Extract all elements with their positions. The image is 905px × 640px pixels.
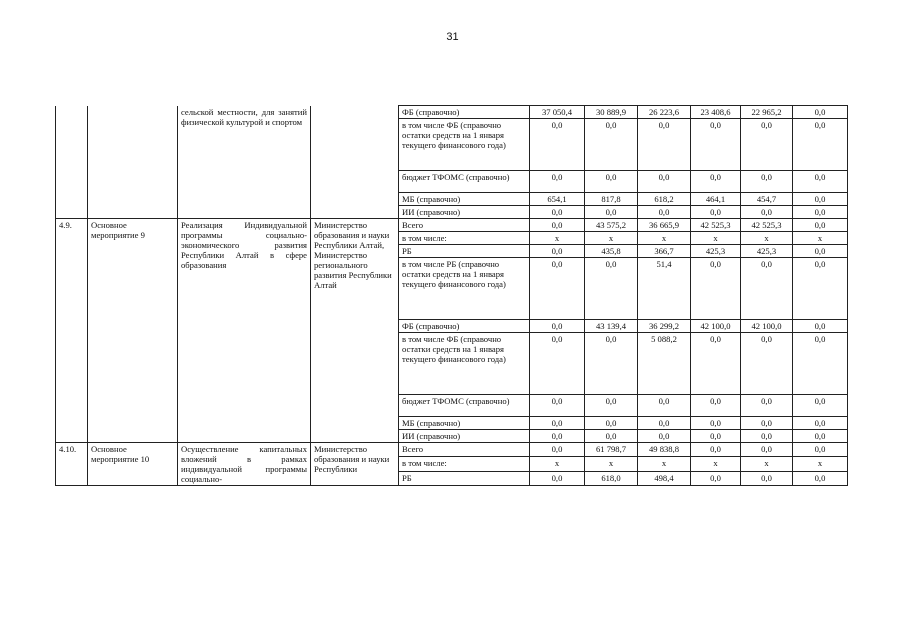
value-cell: x	[793, 232, 848, 245]
value-cell: 0,0	[530, 395, 585, 417]
table-row	[56, 219, 848, 232]
table-row	[56, 443, 848, 457]
value-cell: 0,0	[530, 333, 585, 395]
value-cell: 0,0	[793, 245, 848, 258]
value-cell: 0,0	[530, 119, 585, 171]
value-cell: 0,0	[691, 171, 741, 193]
value-cell: 43 575,2	[585, 219, 638, 232]
value-cell: x	[741, 457, 793, 471]
executor-cell: Министерство образования и науки Республики	[311, 443, 399, 486]
source-cell: ИИ (справочно)	[399, 206, 530, 219]
value-cell: 0,0	[741, 443, 793, 457]
value-cell: 42 525,3	[691, 219, 741, 232]
value-cell: 817,8	[585, 193, 638, 206]
value-cell: x	[638, 457, 691, 471]
value-cell: 0,0	[741, 430, 793, 443]
value-cell: 37 050,4	[530, 106, 585, 119]
value-cell: 435,8	[585, 245, 638, 258]
value-cell: 5 088,2	[638, 333, 691, 395]
value-cell: 0,0	[585, 395, 638, 417]
value-cell: 464,1	[691, 193, 741, 206]
type-cell: Основное мероприятие 10	[88, 443, 178, 486]
number-cell	[56, 106, 88, 219]
value-cell: 0,0	[691, 471, 741, 485]
value-cell: 0,0	[530, 443, 585, 457]
value-cell: 366,7	[638, 245, 691, 258]
value-cell: 0,0	[691, 395, 741, 417]
value-cell: 0,0	[793, 193, 848, 206]
value-cell: 36 665,9	[638, 219, 691, 232]
value-cell: 0,0	[691, 206, 741, 219]
value-cell: 0,0	[793, 206, 848, 219]
source-cell: МБ (справочно)	[399, 417, 530, 430]
value-cell: 425,3	[741, 245, 793, 258]
value-cell: 0,0	[741, 333, 793, 395]
value-cell: 0,0	[691, 333, 741, 395]
value-cell: 0,0	[793, 171, 848, 193]
source-cell: бюджет ТФОМС (справочно)	[399, 171, 530, 193]
source-cell: в том числе:	[399, 232, 530, 245]
value-cell: 23 408,6	[691, 106, 741, 119]
value-cell: 0,0	[793, 320, 848, 333]
value-cell: x	[691, 457, 741, 471]
value-cell: 0,0	[691, 443, 741, 457]
source-cell: РБ	[399, 245, 530, 258]
value-cell: 425,3	[691, 245, 741, 258]
value-cell: 0,0	[585, 206, 638, 219]
value-cell: 0,0	[741, 119, 793, 171]
value-cell: 0,0	[530, 206, 585, 219]
source-cell: ФБ (справочно)	[399, 320, 530, 333]
value-cell: 0,0	[741, 206, 793, 219]
value-cell: 42 100,0	[691, 320, 741, 333]
source-cell: ИИ (справочно)	[399, 430, 530, 443]
value-cell: 0,0	[741, 258, 793, 320]
value-cell: 498,4	[638, 471, 691, 485]
value-cell: 454,7	[741, 193, 793, 206]
value-cell: 0,0	[741, 471, 793, 485]
table-row	[56, 106, 848, 119]
value-cell: 42 100,0	[741, 320, 793, 333]
value-cell: 0,0	[691, 119, 741, 171]
value-cell: 618,0	[585, 471, 638, 485]
value-cell: 0,0	[793, 119, 848, 171]
source-cell: МБ (справочно)	[399, 193, 530, 206]
measure-name-cell: Осуществление капитальных вложений в рамках индивидуальной программы социально-	[178, 443, 311, 486]
value-cell: 0,0	[585, 171, 638, 193]
value-cell: 49 838,8	[638, 443, 691, 457]
source-cell: в том числе:	[399, 457, 530, 471]
source-cell: Всего	[399, 219, 530, 232]
value-cell: 0,0	[585, 333, 638, 395]
value-cell: 0,0	[530, 245, 585, 258]
value-cell: 0,0	[638, 417, 691, 430]
value-cell: 22 965,2	[741, 106, 793, 119]
value-cell: 0,0	[585, 258, 638, 320]
value-cell: 0,0	[530, 219, 585, 232]
source-cell: бюджет ТФОМС (справочно)	[399, 395, 530, 417]
value-cell: 0,0	[793, 471, 848, 485]
measure-name-cell: Реализация Индивидуальной программы социально-экономического развития Республики Алтай в сфере образования	[178, 219, 311, 443]
value-cell: 36 299,2	[638, 320, 691, 333]
value-cell: x	[585, 457, 638, 471]
value-cell: 0,0	[793, 417, 848, 430]
value-cell: 0,0	[793, 106, 848, 119]
value-cell: 61 798,7	[585, 443, 638, 457]
value-cell: 43 139,4	[585, 320, 638, 333]
value-cell: 0,0	[530, 258, 585, 320]
value-cell: 0,0	[793, 443, 848, 457]
value-cell: x	[530, 457, 585, 471]
value-cell: 0,0	[638, 430, 691, 443]
value-cell: 0,0	[793, 219, 848, 232]
value-cell: 0,0	[585, 417, 638, 430]
value-cell: 26 223,6	[638, 106, 691, 119]
value-cell: 0,0	[638, 171, 691, 193]
value-cell: 0,0	[638, 395, 691, 417]
value-cell: x	[741, 232, 793, 245]
value-cell: x	[530, 232, 585, 245]
source-cell: в том числе ФБ (справочно остатки средств на 1 января текущего финансового года)	[399, 333, 530, 395]
value-cell: 0,0	[691, 430, 741, 443]
value-cell: 0,0	[585, 430, 638, 443]
value-cell: x	[585, 232, 638, 245]
value-cell: x	[691, 232, 741, 245]
value-cell: 51,4	[638, 258, 691, 320]
value-cell: x	[638, 232, 691, 245]
value-cell: 0,0	[585, 119, 638, 171]
source-cell: ФБ (справочно)	[399, 106, 530, 119]
source-cell: в том числе РБ (справочно остатки средств на 1 января текущего финансового года)	[399, 258, 530, 320]
source-cell: в том числе ФБ (справочно остатки средств на 1 января текущего финансового года)	[399, 119, 530, 171]
value-cell: 0,0	[741, 171, 793, 193]
value-cell: 30 889,9	[585, 106, 638, 119]
page-number: 31	[446, 31, 459, 43]
financing-table	[55, 105, 848, 486]
executor-cell	[311, 106, 399, 219]
executor-cell: Министерство образования и науки Республики Алтай, Министерство регионального развития Республики Алтай	[311, 219, 399, 443]
value-cell: 654,1	[530, 193, 585, 206]
value-cell: x	[793, 457, 848, 471]
value-cell: 0,0	[530, 430, 585, 443]
source-cell: Всего	[399, 443, 530, 457]
value-cell: 0,0	[691, 258, 741, 320]
value-cell: 0,0	[530, 171, 585, 193]
source-cell: РБ	[399, 471, 530, 485]
number-cell: 4.9.	[56, 219, 88, 443]
value-cell: 618,2	[638, 193, 691, 206]
value-cell: 0,0	[530, 417, 585, 430]
value-cell: 0,0	[530, 471, 585, 485]
value-cell: 0,0	[691, 417, 741, 430]
value-cell: 0,0	[793, 258, 848, 320]
value-cell: 0,0	[793, 430, 848, 443]
value-cell: 42 525,3	[741, 219, 793, 232]
value-cell: 0,0	[793, 395, 848, 417]
type-cell: Основное мероприятие 9	[88, 219, 178, 443]
measure-name-cell: сельской местности, для занятий физической культурой и спортом	[178, 106, 311, 219]
value-cell: 0,0	[638, 119, 691, 171]
value-cell: 0,0	[793, 333, 848, 395]
value-cell: 0,0	[741, 395, 793, 417]
value-cell: 0,0	[638, 206, 691, 219]
value-cell: 0,0	[741, 417, 793, 430]
value-cell: 0,0	[530, 320, 585, 333]
number-cell: 4.10.	[56, 443, 88, 486]
type-cell	[88, 106, 178, 219]
